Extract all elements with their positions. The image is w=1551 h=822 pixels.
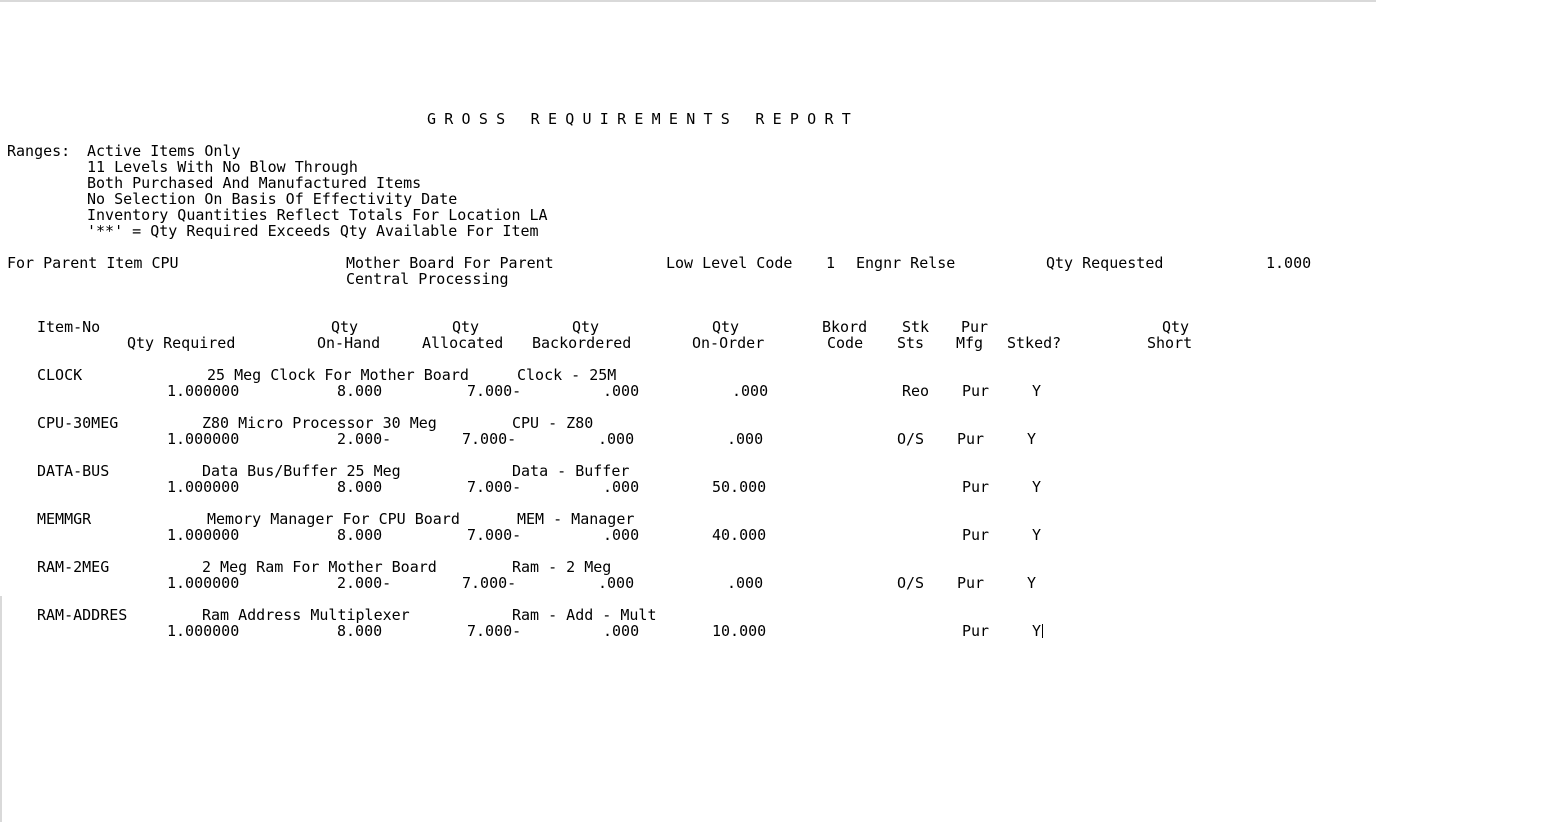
row-allocated: 7.000-	[467, 478, 522, 496]
row-on-order: 10.000	[712, 622, 767, 640]
row-stked: Y	[1032, 478, 1042, 496]
text-cursor	[1042, 624, 1043, 638]
header-sts: Sts	[897, 334, 925, 352]
row-item-no: CLOCK	[37, 366, 83, 384]
header-qty: Qty	[452, 318, 480, 336]
top-border	[0, 0, 1376, 2]
parent-description: Mother Board For Parent	[346, 254, 554, 272]
header-qty: Qty	[572, 318, 600, 336]
row-description: 2 Meg Ram For Mother Board	[202, 558, 437, 576]
header-qty: Qty	[1162, 318, 1190, 336]
row-on-hand: 8.000	[337, 526, 383, 544]
row-on-hand: 2.000-	[337, 574, 392, 592]
row-on-hand: 2.000-	[337, 430, 392, 448]
row-stked: Y	[1027, 574, 1037, 592]
row-qty-required: 1.000000	[167, 382, 240, 400]
row-on-order: .000	[727, 574, 764, 592]
row-description-2: CPU - Z80	[512, 414, 594, 432]
header-code: Code	[827, 334, 864, 352]
row-on-order: .000	[732, 382, 769, 400]
row-on-order: 50.000	[712, 478, 767, 496]
row-item-no: RAM-ADDRES	[37, 606, 128, 624]
row-pur-mfg: Pur	[962, 622, 990, 640]
row-pur-mfg: Pur	[962, 382, 990, 400]
header-bkord: Bkord	[822, 318, 868, 336]
row-description-2: Ram - Add - Mult	[512, 606, 657, 624]
row-stk-sts: O/S	[897, 574, 925, 592]
row-pur-mfg: Pur	[957, 574, 985, 592]
row-backordered: .000	[603, 478, 640, 496]
row-description: Data Bus/Buffer 25 Meg	[202, 462, 401, 480]
low-level-code-value: 1	[826, 254, 836, 272]
range-line: Both Purchased And Manufactured Items	[87, 174, 422, 192]
row-item-no: RAM-2MEG	[37, 558, 110, 576]
row-description: Z80 Micro Processor 30 Meg	[202, 414, 437, 432]
low-level-code-label: Low Level Code	[666, 254, 793, 272]
row-item-no: MEMMGR	[37, 510, 92, 528]
row-stked: Y	[1032, 526, 1042, 544]
parent-description-2: Central Processing	[346, 270, 509, 288]
row-item-no: DATA-BUS	[37, 462, 110, 480]
parent-item-label: For Parent Item CPU	[7, 254, 179, 272]
row-stk-sts: Reo	[902, 382, 930, 400]
row-backordered: .000	[603, 622, 640, 640]
header-allocated: Allocated	[422, 334, 504, 352]
row-description: Memory Manager For CPU Board	[207, 510, 460, 528]
row-stked: Y	[1027, 430, 1037, 448]
row-description-2: Data - Buffer	[512, 462, 630, 480]
row-on-hand: 8.000	[337, 622, 383, 640]
range-line: Inventory Quantities Reflect Totals For Location LA	[87, 206, 548, 224]
row-backordered: .000	[598, 574, 635, 592]
header-pur: Pur	[961, 318, 989, 336]
row-stked: Y	[1032, 382, 1042, 400]
header-stked: Stked?	[1007, 334, 1062, 352]
row-description: Ram Address Multiplexer	[202, 606, 410, 624]
header-mfg: Mfg	[956, 334, 984, 352]
header-on-hand: On-Hand	[317, 334, 381, 352]
range-line: No Selection On Basis Of Effectivity Date	[87, 190, 458, 208]
row-allocated: 7.000-	[467, 526, 522, 544]
ranges-label: Ranges:	[7, 142, 71, 160]
row-item-no: CPU-30MEG	[37, 414, 119, 432]
report-title: GROSS REQUIREMENTS REPORT	[427, 110, 860, 128]
header-item-no: Item-No	[37, 318, 101, 336]
row-description-2: Clock - 25M	[517, 366, 617, 384]
row-backordered: .000	[603, 382, 640, 400]
row-qty-required: 1.000000	[167, 574, 240, 592]
header-backordered: Backordered	[532, 334, 632, 352]
header-qty: Qty	[331, 318, 359, 336]
row-allocated: 7.000-	[462, 430, 517, 448]
engnr-relse-label: Engnr Relse	[856, 254, 956, 272]
row-backordered: .000	[603, 526, 640, 544]
qty-requested-label: Qty Requested	[1046, 254, 1164, 272]
row-description-2: Ram - 2 Meg	[512, 558, 612, 576]
row-description: 25 Meg Clock For Mother Board	[207, 366, 469, 384]
row-on-hand: 8.000	[337, 382, 383, 400]
range-line: '**' = Qty Required Exceeds Qty Available For Item	[87, 222, 539, 240]
range-line: Active Items Only	[87, 142, 241, 160]
left-border	[0, 596, 2, 822]
row-allocated: 7.000-	[467, 382, 522, 400]
row-stk-sts: O/S	[897, 430, 925, 448]
qty-requested-value: 1.000	[1266, 254, 1312, 272]
header-qty: Qty	[712, 318, 740, 336]
row-qty-required: 1.000000	[167, 430, 240, 448]
row-on-hand: 8.000	[337, 478, 383, 496]
row-pur-mfg: Pur	[957, 430, 985, 448]
row-stked: Y	[1032, 622, 1042, 640]
header-qty-required: Qty Required	[127, 334, 236, 352]
header-stk: Stk	[902, 318, 930, 336]
row-pur-mfg: Pur	[962, 526, 990, 544]
row-allocated: 7.000-	[467, 622, 522, 640]
row-description-2: MEM - Manager	[517, 510, 635, 528]
header-short: Short	[1147, 334, 1193, 352]
row-allocated: 7.000-	[462, 574, 517, 592]
row-on-order: .000	[727, 430, 764, 448]
row-qty-required: 1.000000	[167, 526, 240, 544]
range-line: 11 Levels With No Blow Through	[87, 158, 358, 176]
row-on-order: 40.000	[712, 526, 767, 544]
row-backordered: .000	[598, 430, 635, 448]
row-qty-required: 1.000000	[167, 478, 240, 496]
row-qty-required: 1.000000	[167, 622, 240, 640]
row-pur-mfg: Pur	[962, 478, 990, 496]
header-on-order: On-Order	[692, 334, 765, 352]
